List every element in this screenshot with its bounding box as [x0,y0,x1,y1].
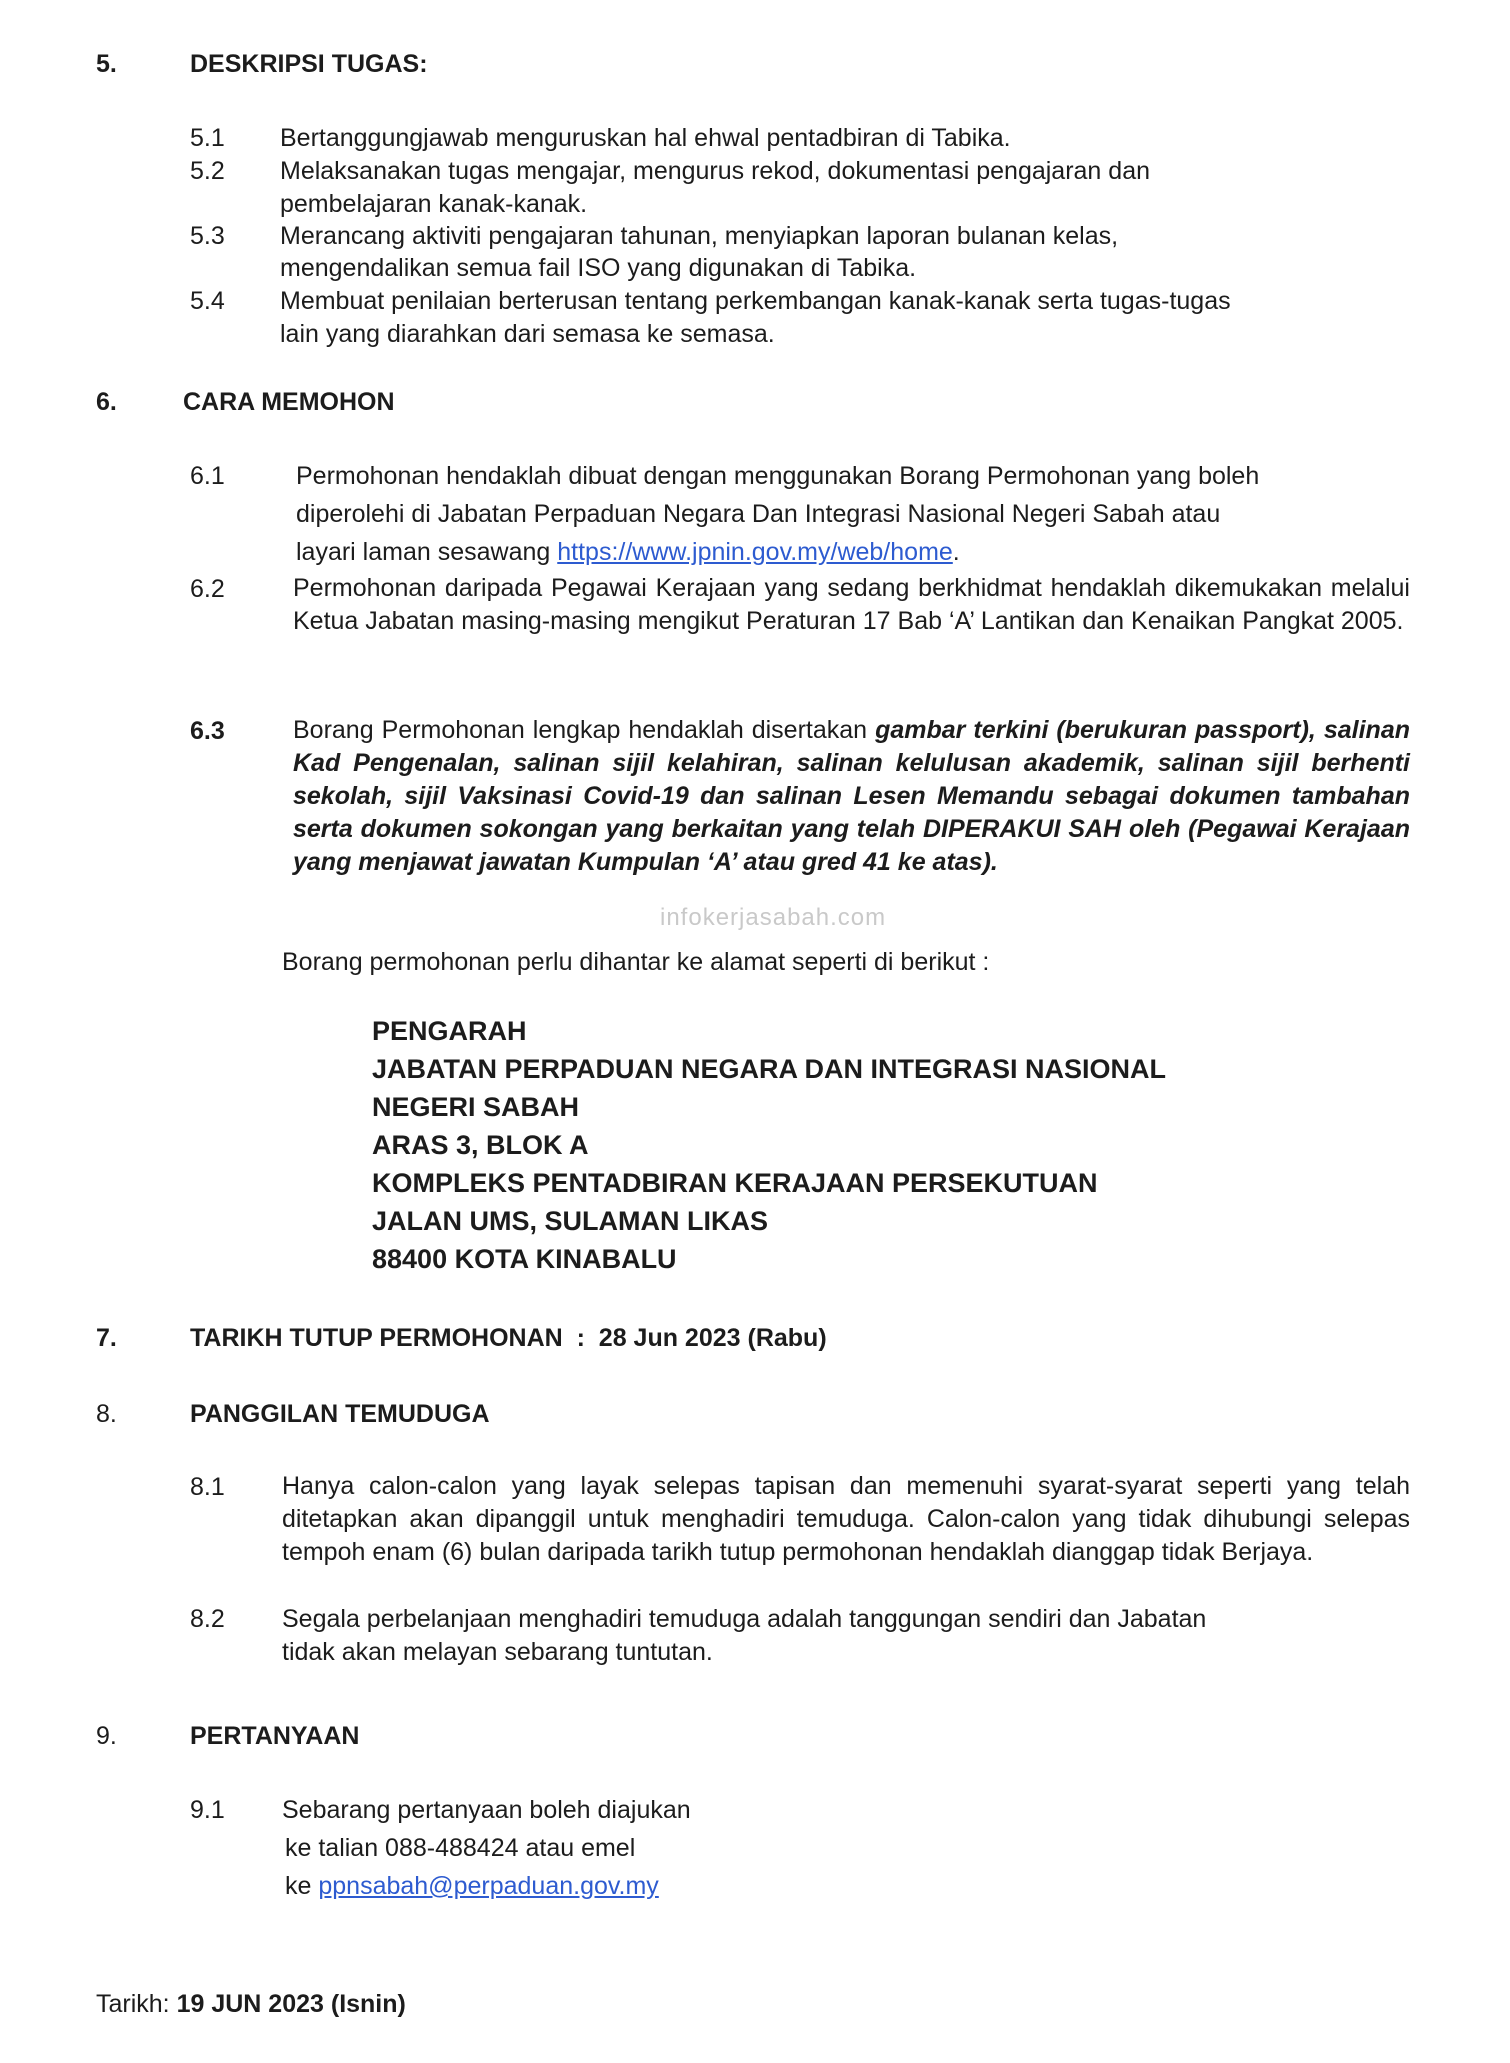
item-8-1-number: 8.1 [190,1473,225,1501]
watermark: infokerjasabah.com [660,904,887,931]
item-8-1-text: Hanya calon-calon yang layak selepas tapisan dan memenuhi syarat-syarat seperti yang telah ditetapkan akan dipanggil untuk menghadiri temuduga. Calon-calon yang tidak dihubungi selepas tempoh enam (6) bulan daripada tarikh tutup permohonan hendaklah dianggap tidak Berjaya. [282,1472,1410,1566]
item-6-1-line1: Permohonan hendaklah dibuat dengan menggunakan Borang Permohonan yang boleh [296,462,1260,490]
section-6-number: 6. [96,388,117,416]
address-line: NEGERI SABAH [372,1092,580,1122]
footer-date [96,1990,406,2019]
item-9-1-line3-text: ke [285,1872,319,1900]
item-9-1-number: 9.1 [190,1796,225,1824]
section-9-title: PERTANYAAN [190,1722,360,1750]
section-5-number: 5. [96,50,117,78]
item-6-1-line3-text: layari laman sesawang [296,538,558,566]
item-8-2-line1: Segala perbelanjaan menghadiri temuduga adalah tanggungan sendiri dan Jabatan [282,1605,1207,1633]
address-block [372,1012,1166,1278]
section-9-number: 9. [96,1722,117,1750]
item-6-1-line3-end: . [952,538,960,566]
item-9-1-line1: Sebarang pertanyaan boleh diajukan [282,1796,691,1824]
item-9-1-line3 [285,1872,659,1901]
item-6-1-number: 6.1 [190,462,225,490]
address-line: 88400 KOTA KINABALU [372,1244,677,1274]
address-line: JABATAN PERPADUAN NEGARA DAN INTEGRASI NASIONAL [372,1054,1167,1084]
item-5-3-number: 5.3 [190,222,225,250]
item-6-3-number: 6.3 [190,717,225,745]
footer-date-value: 19 JUN 2023 (Isnin) [176,1990,406,2018]
jpnin-website-link[interactable]: https://www.jpnin.gov.my/web/home [557,538,953,566]
section-8-title: PANGGILAN TEMUDUGA [190,1400,490,1428]
item-5-3-line2: mengendalikan semua fail ISO yang digunakan di Tabika. [280,254,917,282]
item-6-1-line3 [296,538,960,567]
address-intro: Borang permohonan perlu dihantar ke alamat seperti di berikut : [282,948,990,976]
item-5-4-number: 5.4 [190,287,225,315]
item-6-2-number: 6.2 [190,575,225,603]
item-6-1-line2: diperolehi di Jabatan Perpaduan Negara Dan Integrasi Nasional Negeri Sabah atau [296,500,1221,528]
item-5-1-number: 5.1 [190,124,225,152]
item-8-2-line2: tidak akan melayan sebarang tuntutan. [282,1638,713,1666]
item-5-2-line1: Melaksanakan tugas mengajar, mengurus rekod, dokumentasi pengajaran dan [280,157,1150,185]
item-5-2-number: 5.2 [190,157,225,185]
email-link[interactable]: ppnsabah@perpaduan.gov.my [318,1872,659,1900]
footer-date-label: Tarikh: [96,1990,170,2018]
address-line: ARAS 3, BLOK A [372,1130,589,1160]
address-line: JALAN UMS, SULAMAN LIKAS [372,1206,768,1236]
address-line: KOMPLEKS PENTADBIRAN KERAJAAN PERSEKUTUAN [372,1168,1098,1198]
item-5-3-line1: Merancang aktiviti pengajaran tahunan, menyiapkan laporan bulanan kelas, [280,222,1119,250]
item-6-2-text: Permohonan daripada Pegawai Kerajaan yang sedang berkhidmat hendaklah dikemukakan melalui Ketua Jabatan masing-masing mengikut Peraturan 17 Bab ‘A’ Lantikan dan Kenaikan Pangkat 2005. [293,574,1410,635]
item-8-2-number: 8.2 [190,1605,225,1633]
item-6-3-emphasis: gambar terkini (berukuran passport), salinan Kad Pengenalan, salinan sijil kelahiran, salinan kelulusan akademik, salinan sijil berhenti sekolah, sijil Vaksinasi Covid-19 dan salinan Lesen Memandu sebagai dokumen tambahan serta dokumen sokongan yang berkaitan yang telah DIPERAKUI SAH oleh (Pegawai Kerajaan yang menjawat jawatan Kumpulan ‘A’ atau gred 41 ke atas). [293,716,1410,876]
section-7-number: 7. [96,1324,117,1352]
closing-date: TARIKH TUTUP PERMOHONAN : 28 Jun 2023 (Rabu) [190,1324,827,1352]
item-5-1-text: Bertanggungjawab menguruskan hal ehwal pentadbiran di Tabika. [280,124,1011,152]
section-8-number: 8. [96,1400,117,1428]
item-6-3-text [293,714,1410,879]
item-9-1-line2: ke talian 088-488424 atau emel [285,1834,636,1862]
item-5-2-line2: pembelajaran kanak-kanak. [280,190,588,218]
item-6-3-plain: Borang Permohonan lengkap hendaklah disertakan [293,716,876,744]
address-line: PENGARAH [372,1016,527,1046]
item-5-4-line2: lain yang diarahkan dari semasa ke semasa. [280,320,775,348]
item-5-4-line1: Membuat penilaian berterusan tentang perkembangan kanak-kanak serta tugas-tugas [280,287,1231,315]
section-5-title: DESKRIPSI TUGAS: [190,50,428,78]
section-6-title: CARA MEMOHON [183,388,395,416]
